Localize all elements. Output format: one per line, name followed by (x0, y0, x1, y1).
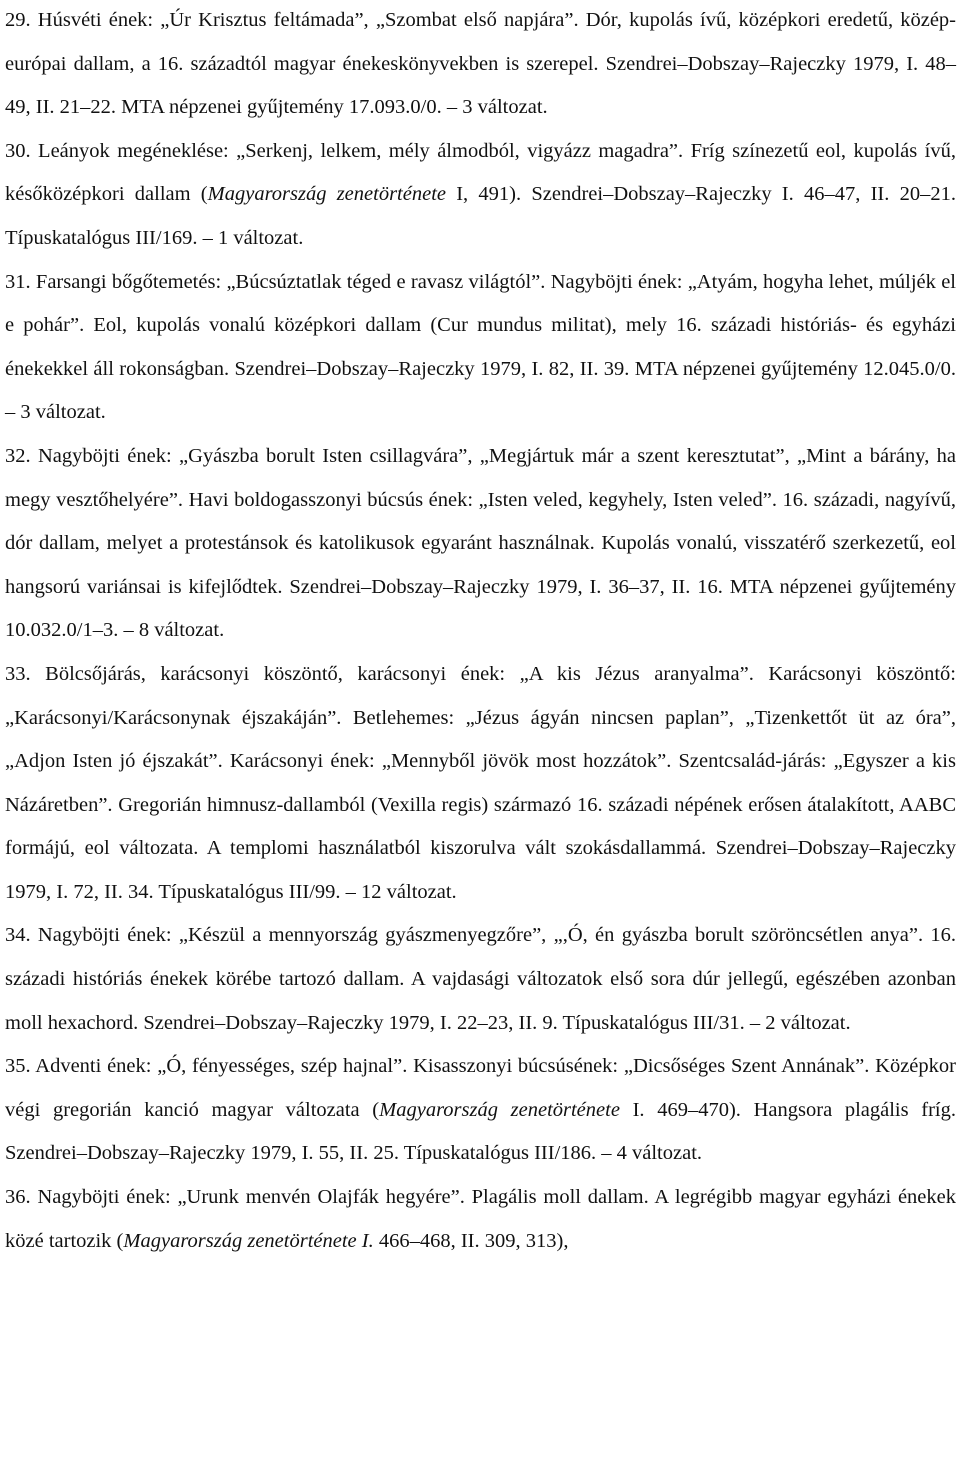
entry-33 (5, 653, 956, 915)
entry-30 (5, 130, 956, 261)
book-title-italic: Magyarország zenetörténete I. (123, 1229, 374, 1252)
entry-text: I. 469–470). Hangsora plagális fríg. Szendrei–Dobszay–Rajeczky 1979, I. 55, II. 25. Típuskatalógus III/186. – 4 változat. (5, 1098, 957, 1165)
entry-text: 466–468, II. 309, 313), (373, 1229, 569, 1252)
book-title-italic: Magyarország zenetörténete (207, 183, 446, 206)
entry-number: 35. (5, 1055, 31, 1078)
entry-36 (5, 1176, 956, 1263)
entry-32 (5, 435, 956, 653)
entry-number: 31. (5, 270, 31, 293)
entries-list (5, 0, 956, 1263)
entry-text: Adventi ének: „Ó, fényességes, szép hajnal”. Kisasszonyi búcsúsének: „Dicsőséges Szent Annának”. Középkor végi gregorián kanció magyar változata ( (5, 1055, 956, 1121)
entry-number: 32. (5, 444, 31, 467)
entry-number: 29. (5, 9, 31, 31)
entry-number: 36. (5, 1186, 31, 1209)
entry-number: 33. (5, 662, 31, 685)
book-title-italic: Magyarország zenetörténete (379, 1098, 620, 1121)
entry-35 (5, 1045, 956, 1176)
entry-text: I, 491). Szendrei–Dobszay–Rajeczky I. 46–47, II. 20–21. Típuskatalógus III/169. – 1 változat. (5, 183, 956, 249)
entry-text: Nagyböjti ének: „Készül a mennyország gyászmenyegzőre”, „,Ó, én gyászba borult szöröncsétlen anya”. 16. századi históriás énekek körébe tartozó dallam. A vajdasági változatok első sora dúr jellegű, egészében azonban moll hexachord. Szendrei–Dobszay–Rajeczky 1979, I. 22–23, II. 9. Típuskatalógus III/31. – 2 változat. (5, 924, 956, 1034)
entry-text: Farsangi bőgőtemetés: „Búcsúztatlak téged e ravasz világtól”. Nagyböjti ének: „Atyám, hogyha lehet, múljék el e pohár”. Eol, kupolás vonalú középkori dallam (Cur mundus militat), mely 16. századi históriás- és egyházi énekekkel áll rokonságban. Szendrei–Dobszay–Rajeczky 1979, I. 82, II. 39. MTA népzenei gyűjtemény 12.045.0/0. – 3 változat. (5, 270, 956, 424)
entry-text: Bölcsőjárás, karácsonyi köszöntő, karácsonyi ének: „A kis Jézus aranyalma”. Karácsonyi köszöntő: „Karácsonyi/Karácsonynak éjszakáján”. Betlehemes: „Jézus ágyán nincsen paplan”, „Tizenkettőt üt az óra”, „Adjon Isten jó éjszakát”. Karácsonyi ének: „Mennyből jövök most hozzátok”. Szentcsalád-járás: „Egyszer a kis Názáretben”. Gregorián himnusz-dallamból (Vexilla regis) származó 16. századi népének erősen átalakított, AABC formájú, eol változata. A templomi használatból kiszorulva vált szokásdallammá. Szendrei–Dobszay–Rajeczky 1979, I. 72, II. 34. Típuskatalógus III/99. – 12 változat. (5, 662, 956, 903)
entry-text: Húsvéti ének: „Úr Krisztus feltámada”, „Szombat első napjára”. Dór, kupolás ívű, középkori eredetű, közép-európai dallam, a 16. századtól magyar énekeskönyvekben is szerepel. Szendrei–Dobszay–Rajeczky 1979, I. 48–49, II. 21–22. MTA népzenei gyűjtemény 17.093.0/0. – 3 változat. (5, 9, 956, 119)
entry-text: Nagyböjti ének: „Urunk menvén Olajfák hegyére”. Plagális moll dallam. A legrégibb magyar egyházi énekek közé tartozik ( (5, 1186, 956, 1252)
entry-number: 30. (5, 139, 31, 162)
entry-number: 34. (5, 924, 31, 947)
entry-29 (5, 0, 956, 130)
entry-34 (5, 914, 956, 1045)
entry-31 (5, 261, 956, 435)
entry-text: Leányok megéneklése: „Serkenj, lelkem, mély álmodból, vigyázz magadra”. Fríg színezetű eol, kupolás ívű, későközépkori dallam ( (5, 139, 956, 206)
entry-text: Nagyböjti ének: „Gyászba borult Isten csillagvára”, „Megjártuk már a szent keresztutat”, „Mint a bárány, ha megy vesztőhelyére”. Havi boldogasszonyi búcsús ének: „Isten veled, kegyhely, Isten veled”. 16. századi, nagyívű, dór dallam, melyet a protestánsok és katolikusok egyaránt használnak. Kupolás vonalú, visszatérő szerkezetű, eol hangsorú variánsai is kifejlődtek. Szendrei–Dobszay–Rajeczky 1979, I. 36–37, II. 16. MTA népzenei gyűjtemény 10.032.0/1–3. – 8 változat. (5, 444, 956, 642)
